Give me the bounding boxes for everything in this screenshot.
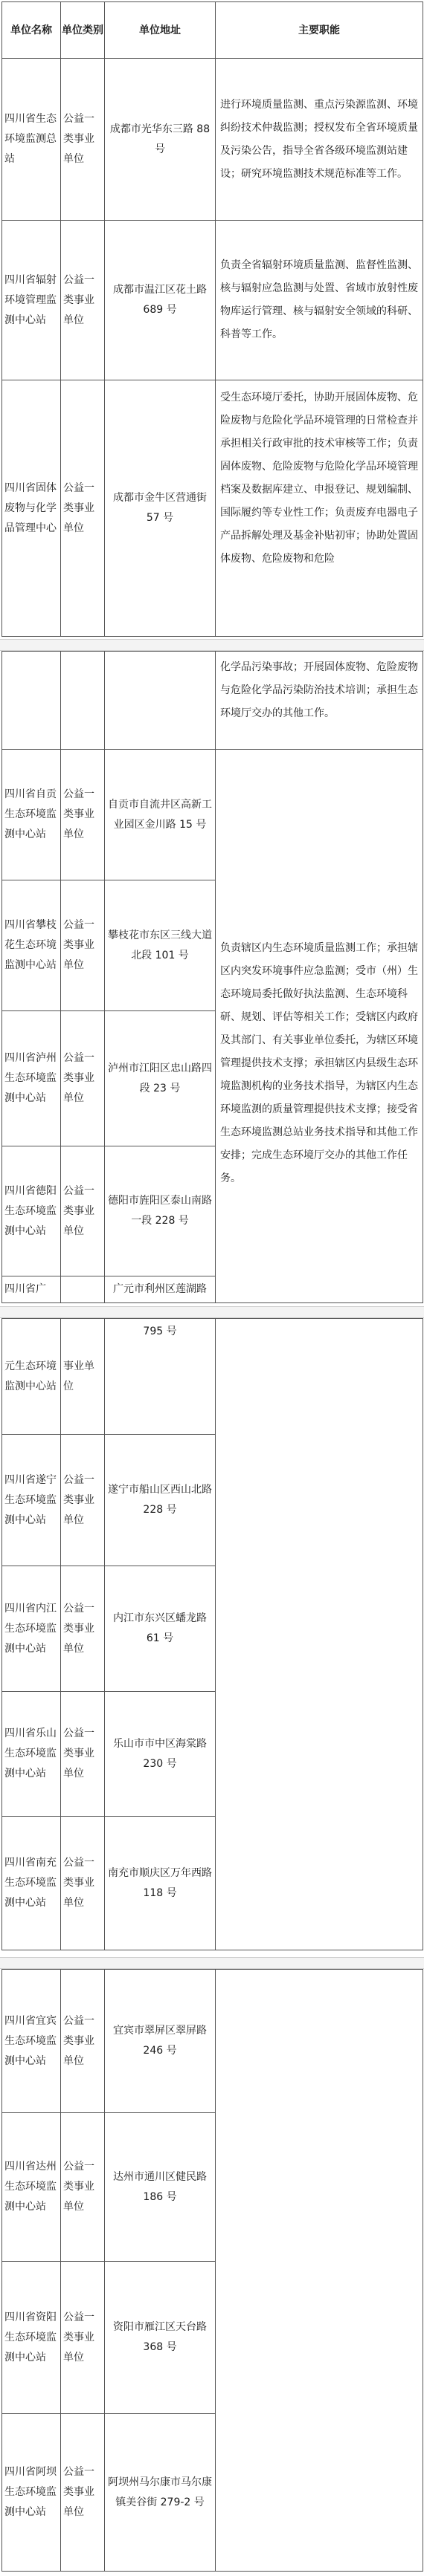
unit-type: 公益一类事业单位 (61, 1817, 105, 1950)
unit-address: 自贡市自流井区高新工业园区金川路 15 号 (105, 750, 216, 880)
unit-duty: 受生态环境厅委托，协助开展固体废物、危险废物与危险化学品环境管理的日常检查并承担相关行政审批的技术审核等工作；负责固体废物、危险废物与危险化学品环境管理档案及数据库建立、申报登记、规划编制、国际履约等专业性工作；负责废弃电器电子产品拆解处理及基金补贴初审；协助处置固体废物、危险废物和危险 (216, 380, 423, 637)
table-page-2 (1, 651, 423, 1303)
table-row (2, 59, 423, 221)
unit-type: 公益一类事业单位 (61, 1566, 105, 1692)
unit-name: 四川省南充生态环境监测中心站 (2, 1817, 61, 1950)
unit-address-continued: 795 号 (105, 1319, 216, 1435)
unit-name: 四川省乐山生态环境监测中心站 (2, 1692, 61, 1817)
unit-type: 公益一类事业单位 (61, 1146, 105, 1276)
unit-type-continued (61, 652, 105, 750)
unit-address: 宜宾市翠屏区翠屏路 246 号 (105, 1970, 216, 2113)
page-gap (0, 1306, 424, 1318)
unit-name: 四川省广 (2, 1276, 61, 1303)
unit-address: 德阳市旌阳区泰山南路一段 228 号 (105, 1146, 216, 1276)
page-gap (0, 639, 424, 651)
unit-table (1, 1969, 423, 2572)
page-gap (0, 1957, 424, 1969)
unit-name: 四川省达州生态环境监测中心站 (2, 2113, 61, 2262)
table-row (2, 221, 423, 380)
shared-duty: 负责辖区内生态环境质量监测工作；承担辖区内突发环境事件应急监测；受市（州）生态环境局委托做好执法监测、生态环境科研、规划、评估等相关工作；受辖区内政府及其部门、有关事业单位委托，为辖区环境管理提供技术支撑；承担辖区内县级生态环境监测机构的业务技术指导，为辖区内生态环境监测的质量管理提供技术支撑；接受省生态环境监测总站业务技术指导和其他工作安排；完成生态环境厅交办的其他工作任务。 (216, 750, 423, 1303)
unit-address: 遂宁市船山区西山北路 228 号 (105, 1435, 216, 1566)
unit-name: 四川省攀枝花生态环境监测中心站 (2, 880, 61, 1011)
table-row (2, 1970, 423, 2113)
unit-type: 公益一类事业单位 (61, 59, 105, 221)
unit-address-continued (105, 652, 216, 750)
unit-address: 成都市金牛区营通街 57 号 (105, 380, 216, 637)
unit-duty: 进行环境质量监测、重点污染源监测、环境纠纷技术仲裁监测；授权发布全省环境质量及污染公告，指导全省各级环境监测站建设；研究环境监测技术规范标准等工作。 (216, 59, 423, 221)
unit-type: 公益一类事业单位 (61, 2113, 105, 2262)
unit-address: 南充市顺庆区万年西路 118 号 (105, 1817, 216, 1950)
table-page-4 (1, 1969, 423, 2572)
table-page-1 (1, 1, 423, 637)
header-address: 单位地址 (105, 2, 216, 59)
unit-name-continued (2, 652, 61, 750)
unit-address: 广元市利州区莲湖路 (105, 1276, 216, 1303)
unit-type-continued: 事业单位 (61, 1319, 105, 1435)
unit-name: 四川省阿坝生态环境监测中心站 (2, 2414, 61, 2572)
unit-type: 公益一类事业单位 (61, 221, 105, 380)
table-row (2, 380, 423, 637)
unit-type: 公益一类事业单位 (61, 380, 105, 637)
unit-type: 公益一类事业单位 (61, 1970, 105, 2113)
header-name: 单位名称 (2, 2, 61, 59)
unit-table (1, 1, 423, 637)
table-row (2, 652, 423, 750)
unit-address: 攀枝花市东区三线大道北段 101 号 (105, 880, 216, 1011)
unit-name: 四川省内江生态环境监测中心站 (2, 1566, 61, 1692)
unit-type: 公益一类事业单位 (61, 1692, 105, 1817)
unit-address: 阿坝州马尔康市马尔康镇美谷街 279-2 号 (105, 2414, 216, 2572)
unit-name-continued: 元生态环境监测中心站 (2, 1319, 61, 1435)
unit-name: 四川省辐射环境管理监测中心站 (2, 221, 61, 380)
shared-duty-continued (216, 1319, 423, 1950)
unit-name: 四川省德阳生态环境监测中心站 (2, 1146, 61, 1276)
unit-type (61, 1276, 105, 1303)
unit-name: 四川省固体废物与化学品管理中心 (2, 380, 61, 637)
table-page-3 (1, 1318, 423, 1950)
unit-duty: 负责全省辐射环境质量监测、监督性监测、核与辐射应急监测与处置、省域市放射性废物库运行管理、核与辐射安全领域的科研、科普等工作。 (216, 221, 423, 380)
unit-name: 四川省自贡生态环境监测中心站 (2, 750, 61, 880)
unit-address: 泸州市江阳区忠山路四段 23 号 (105, 1011, 216, 1146)
unit-address: 成都市温江区花土路 689 号 (105, 221, 216, 380)
unit-name: 四川省宜宾生态环境监测中心站 (2, 1970, 61, 2113)
unit-name: 四川省资阳生态环境监测中心站 (2, 2262, 61, 2414)
unit-type: 公益一类事业单位 (61, 880, 105, 1011)
unit-duty-continued: 化学品污染事故；开展固体废物、危险废物与危险化学品污染防治技术培训；承担生态环境厅交办的其他工作。 (216, 652, 423, 750)
unit-address: 乐山市市中区海棠路 230 号 (105, 1692, 216, 1817)
unit-name: 四川省泸州生态环境监测中心站 (2, 1011, 61, 1146)
header-type: 单位类别 (61, 2, 105, 59)
header-duty: 主要职能 (216, 2, 423, 59)
unit-address: 内江市东兴区蟠龙路 61 号 (105, 1566, 216, 1692)
unit-name: 四川省生态环境监测总站 (2, 59, 61, 221)
table-row (2, 1319, 423, 1435)
unit-address: 资阳市雁江区天台路 368 号 (105, 2262, 216, 2414)
unit-type: 公益一类事业单位 (61, 2262, 105, 2414)
shared-duty-continued (216, 1970, 423, 2572)
unit-type: 公益一类事业单位 (61, 750, 105, 880)
unit-type: 公益一类事业单位 (61, 1011, 105, 1146)
unit-type: 公益一类事业单位 (61, 2414, 105, 2572)
table-row (2, 750, 423, 880)
unit-table (1, 651, 423, 1303)
unit-address: 达州市通川区健民路 186 号 (105, 2113, 216, 2262)
unit-type: 公益一类事业单位 (61, 1435, 105, 1566)
unit-address: 成都市光华东三路 88 号 (105, 59, 216, 221)
unit-name: 四川省遂宁生态环境监测中心站 (2, 1435, 61, 1566)
unit-table (1, 1318, 423, 1950)
